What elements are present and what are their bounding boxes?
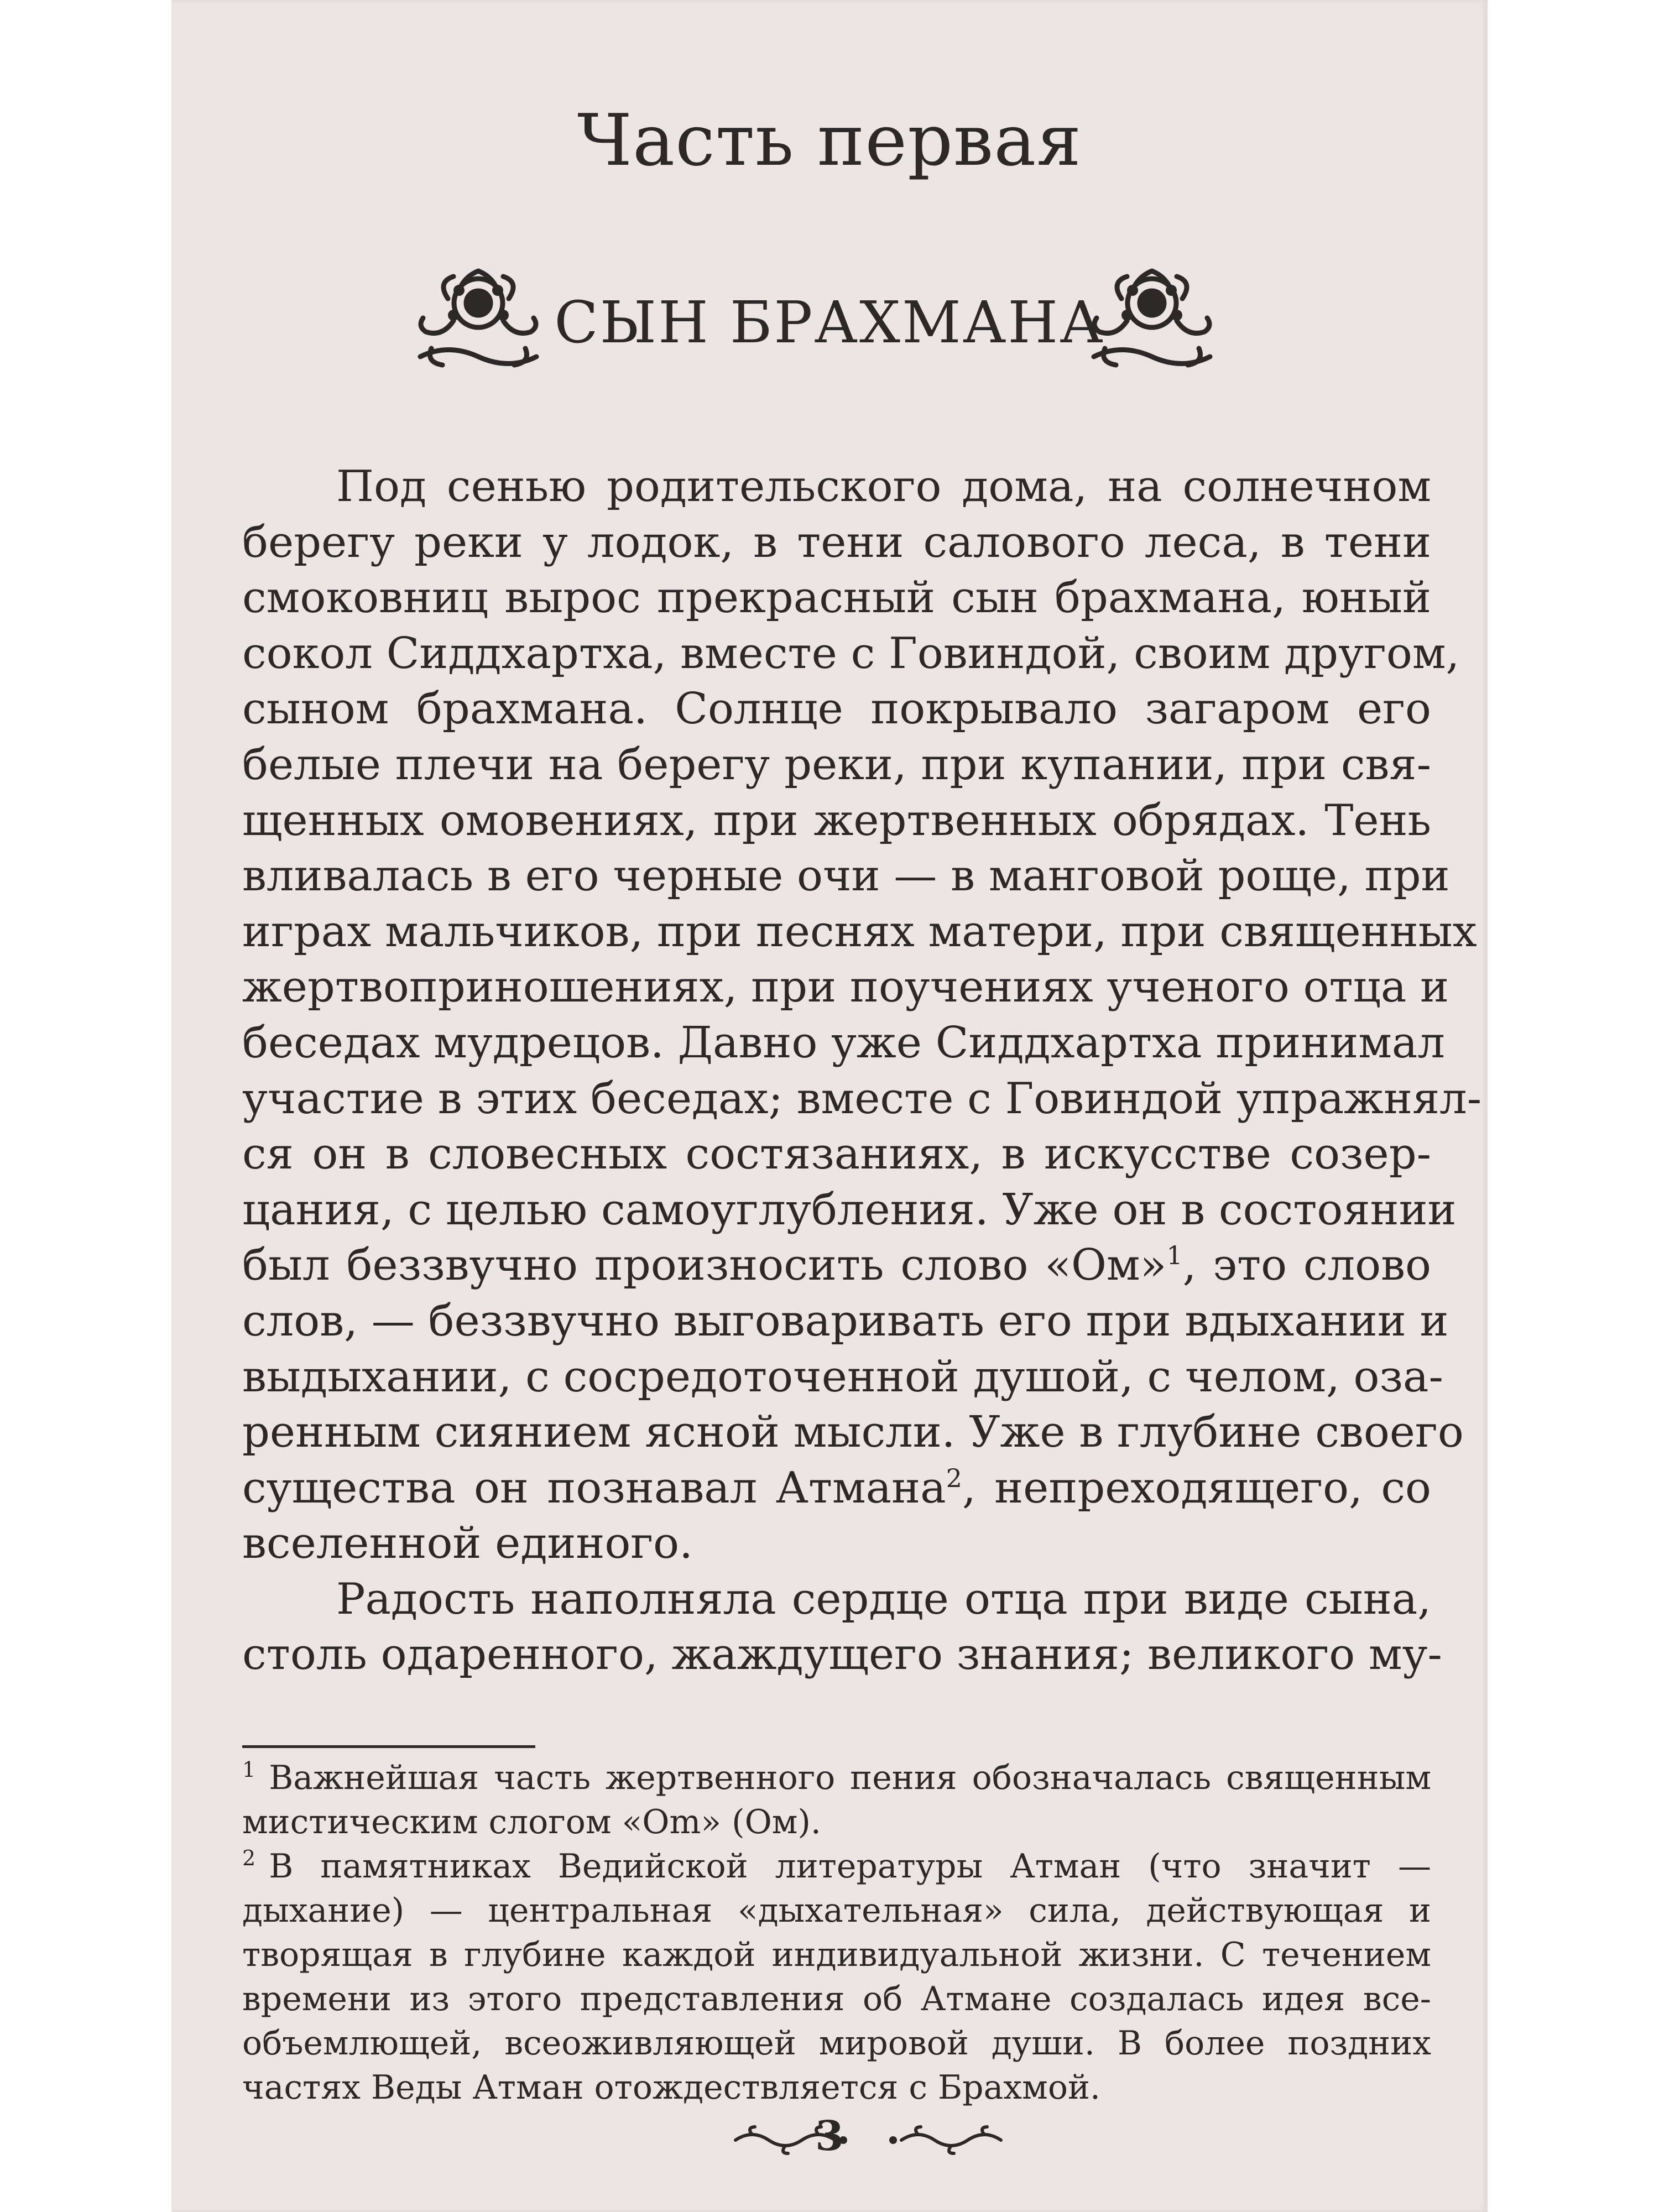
footnote-line: дыхание) — центральная «дыхательная» сила, действующая и <box>242 1891 1431 1930</box>
text-line <box>242 1238 1431 1293</box>
text-line: ренным сиянием ясной мысли. Уже в глубине своего <box>242 1407 1464 1458</box>
footnote-mark: 2 <box>242 1846 256 1870</box>
footnotes <box>242 1756 1431 2110</box>
footnote-line <box>242 1844 1431 1888</box>
text-line: щенных омовениях, при жертвенных обрядах. Тень <box>242 795 1431 846</box>
flower-ornament-icon <box>1088 260 1215 382</box>
footnote-line: времени из этого представления об Атмане создалась идея все- <box>242 1980 1431 2018</box>
text-line <box>242 1460 1431 1516</box>
text-line: сыном брахмана. Солнце покрывало загаром его <box>242 684 1431 734</box>
footnote-divider <box>242 1745 535 1748</box>
text-line: жертвоприношениях, при поучениях ученого отца и <box>242 962 1449 1013</box>
text-line: смоковниц вырос прекрасный сын брахмана, юный <box>242 573 1431 623</box>
part-title: Часть первая <box>577 100 1082 182</box>
footnote <box>242 1756 1431 1844</box>
text-segment: , это слово <box>1182 1240 1431 1291</box>
text-line: Радость наполняла сердце отца при виде сына, <box>336 1574 1431 1624</box>
text-line: выдыхании, с сосредоточенной душой, с челом, оза- <box>242 1352 1443 1402</box>
text-line: беседах мудрецов. Давно уже Сиддхартха принимал <box>242 1018 1445 1068</box>
text-line: белые плечи на берегу реки, при купании, при свя- <box>242 739 1431 790</box>
footnote <box>242 1844 1431 2110</box>
text-line: сокол Сиддхартха, вместе с Говиндой, своим другом, <box>242 628 1460 679</box>
chapter-title: СЫН БРАХМАНА <box>554 289 1105 356</box>
book-page <box>171 0 1488 2212</box>
text-line: ся он в словесных состязаниях, в искусстве созер- <box>242 1129 1431 1180</box>
text-segment: существа он познавал Атмана <box>242 1463 946 1513</box>
text-segment: был беззвучно произносить слово «Ом» <box>242 1240 1167 1291</box>
footnote-line: частях Веды Атман отождествляется с Брахмой. <box>242 2068 1101 2107</box>
text-line: Под сенью родительского дома, на солнечном <box>336 462 1431 512</box>
text-line: вселенной единого. <box>242 1519 693 1569</box>
footnote-text: Важнейшая часть жертвенного пения обозначалась священным <box>269 1759 1431 1797</box>
footnote-ref[interactable]: 2 <box>946 1463 962 1493</box>
text-line: участие в этих беседах; вместе с Говиндой упражнял- <box>242 1073 1482 1124</box>
chapter-heading <box>171 260 1488 387</box>
page-number: 3 <box>815 2112 844 2160</box>
text-line: цания, с целью самоуглубления. Уже он в состоянии <box>242 1185 1457 1235</box>
footnote-line: творящая в глубине каждой индивидуальной жизни. С течением <box>242 1936 1431 1974</box>
text-line: играх мальчиков, при песнях матери, при священных <box>242 906 1477 957</box>
text-line: вливалась в его черные очи — в манговой роще, при <box>242 851 1450 901</box>
paragraph <box>242 1572 1442 1683</box>
text-line: берегу реки у лодок, в тени салового леса, в тени <box>242 517 1431 567</box>
text-line: слов, — беззвучно выговаривать его при вдыхании и <box>242 1296 1449 1346</box>
footnote-mark: 1 <box>242 1757 256 1782</box>
page-footer <box>171 2112 1488 2173</box>
main-text <box>242 459 1482 1683</box>
footnote-text: В памятниках Ведийской литературы Атман (что значит — <box>269 1847 1431 1886</box>
paragraph <box>242 459 1482 1572</box>
text-segment: , непреходящего, со <box>962 1463 1431 1513</box>
footnote-line <box>242 1756 1431 1800</box>
footnote-line: объемлющей, всеоживляющей мировой души. В более поздних <box>242 2024 1431 2063</box>
footnote-line: мистическим слогом «Om» (Ом). <box>242 1803 821 1841</box>
footnote-ref[interactable]: 1 <box>1166 1240 1183 1271</box>
text-line: столь одаренного, жаждущего знания; великого му- <box>242 1630 1442 1680</box>
vine-ornament-icon <box>885 2125 1006 2156</box>
